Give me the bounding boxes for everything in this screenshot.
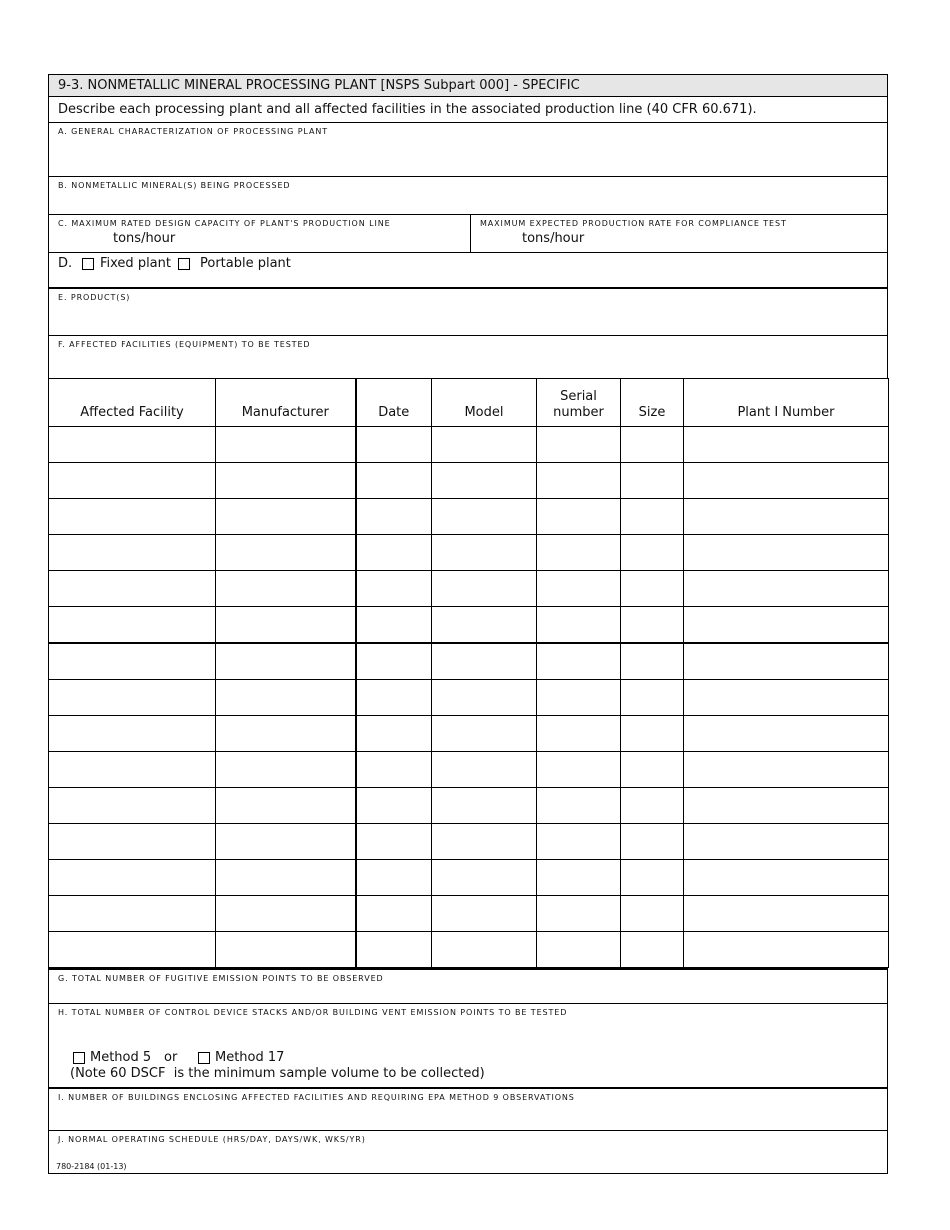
table-cell[interactable] [432,535,537,571]
section-g-field[interactable] [48,968,888,1004]
table-cell[interactable] [621,463,684,499]
table-row [49,463,889,499]
table-cell[interactable] [621,932,684,968]
section-a-field[interactable] [48,123,888,177]
table-cell[interactable] [216,643,356,680]
table-cell[interactable] [684,860,889,896]
table-cell[interactable] [621,499,684,535]
capacity-unit: tons/hour [113,231,176,246]
table-cell[interactable] [684,716,889,752]
table-cell[interactable] [537,463,621,499]
section-j-field[interactable] [48,1131,888,1174]
table-cell[interactable] [537,788,621,824]
table-row [49,752,889,788]
table-cell[interactable] [356,607,432,644]
table-cell[interactable] [216,680,356,716]
section-a-label: A. GENERAL CHARACTERIZATION OF PROCESSING PLANT [58,127,329,136]
table-cell[interactable] [216,499,356,535]
table-cell[interactable] [621,607,684,644]
portable-plant-label: Portable plant [200,256,291,271]
table-cell[interactable] [621,860,684,896]
production-rate-field[interactable] [471,215,887,252]
table-cell[interactable] [537,932,621,968]
table-cell[interactable] [356,860,432,896]
table-cell[interactable] [684,499,889,535]
method5-label: Method 5 [90,1050,152,1065]
table-cell[interactable] [684,427,889,463]
table-cell[interactable] [432,680,537,716]
table-cell[interactable] [621,824,684,860]
col-size: Size [621,379,684,427]
or-label: or [164,1050,178,1065]
table-cell[interactable] [216,427,356,463]
table-cell[interactable] [49,463,216,499]
table-cell[interactable] [432,896,537,932]
rate-unit: tons/hour [522,231,585,246]
table-row [49,932,889,968]
table-row [49,427,889,463]
table-cell[interactable] [621,427,684,463]
table-cell[interactable] [537,643,621,680]
fixed-plant-checkbox[interactable] [82,258,94,270]
col-plant-id: Plant I Number [684,379,889,427]
table-cell[interactable] [216,896,356,932]
table-cell[interactable] [216,571,356,607]
table-cell[interactable] [621,716,684,752]
table-cell[interactable] [216,824,356,860]
table-cell[interactable] [432,716,537,752]
section-j-label: J. NORMAL OPERATING SCHEDULE (HRS/DAY, DAYS/WK, WKS/YR) [58,1135,366,1144]
table-cell[interactable] [432,752,537,788]
table-cell[interactable] [356,896,432,932]
table-row [49,896,889,932]
table-cell[interactable] [432,427,537,463]
table-cell[interactable] [621,680,684,716]
table-row [49,824,889,860]
table-row [49,643,889,680]
table-cell[interactable] [621,535,684,571]
table-row [49,860,889,896]
table-cell[interactable] [537,896,621,932]
table-cell[interactable] [432,643,537,680]
table-cell[interactable] [356,788,432,824]
table-cell[interactable] [49,571,216,607]
facilities-table [48,378,889,968]
table-cell[interactable] [537,499,621,535]
table-cell[interactable] [684,788,889,824]
section-g-label: G. TOTAL NUMBER OF FUGITIVE EMISSION POINTS TO BE OBSERVED [58,974,384,983]
method17-checkbox[interactable] [198,1052,210,1064]
section-f [48,336,888,378]
table-cell[interactable] [356,463,432,499]
table-cell[interactable] [49,788,216,824]
table-cell[interactable] [432,932,537,968]
section-i-field[interactable] [48,1089,888,1131]
table-cell[interactable] [684,463,889,499]
col-model: Model [432,379,537,427]
table-cell[interactable] [216,860,356,896]
table-cell[interactable] [432,607,537,644]
col-serial-number: Serial number [537,379,621,427]
table-row [49,788,889,824]
table-cell[interactable] [49,896,216,932]
table-header-row [49,379,889,427]
portable-plant-checkbox[interactable] [178,258,190,270]
table-cell[interactable] [537,716,621,752]
table-cell[interactable] [356,932,432,968]
table-cell[interactable] [49,932,216,968]
table-cell[interactable] [537,680,621,716]
table-cell[interactable] [684,932,889,968]
table-row [49,716,889,752]
col-manufacturer: Manufacturer [216,379,356,427]
table-row [49,680,889,716]
section-e-label: E. PRODUCT(S) [58,293,131,302]
section-h-label: H. TOTAL NUMBER OF CONTROL DEVICE STACKS AND/OR BUILDING VENT EMISSION POINTS TO BE TESTED [58,1008,568,1017]
section-c [48,215,888,253]
table-cell[interactable] [537,860,621,896]
form [48,74,888,1174]
table-cell[interactable] [49,680,216,716]
table-cell[interactable] [432,788,537,824]
table-cell[interactable] [356,824,432,860]
fixed-plant-label: Fixed plant [100,256,171,271]
table-row [49,607,889,644]
section-c-left-label: C. MAXIMUM RATED DESIGN CAPACITY OF PLANT'S PRODUCTION LINE [58,219,391,228]
table-cell[interactable] [49,752,216,788]
table-cell[interactable] [621,896,684,932]
table-cell[interactable] [49,427,216,463]
table-cell[interactable] [356,427,432,463]
table-cell[interactable] [356,680,432,716]
table-cell[interactable] [216,788,356,824]
table-cell[interactable] [49,499,216,535]
table-cell[interactable] [49,716,216,752]
table-cell[interactable] [356,643,432,680]
table-cell[interactable] [537,752,621,788]
section-e-field[interactable] [48,289,888,336]
table-cell[interactable] [356,571,432,607]
max-capacity-field[interactable] [49,215,471,252]
table-cell[interactable] [356,752,432,788]
table-cell[interactable] [621,752,684,788]
table-cell[interactable] [684,643,889,680]
table-row [49,571,889,607]
table-cell[interactable] [49,607,216,644]
table-cell[interactable] [537,824,621,860]
table-cell[interactable] [356,499,432,535]
table-cell[interactable] [684,896,889,932]
table-cell[interactable] [356,535,432,571]
method5-checkbox[interactable] [73,1052,85,1064]
table-cell[interactable] [684,824,889,860]
table-row [49,535,889,571]
table-cell[interactable] [684,535,889,571]
table-cell[interactable] [537,535,621,571]
table-cell[interactable] [216,607,356,644]
section-h [48,1004,888,1089]
table-cell[interactable] [621,788,684,824]
table-cell[interactable] [537,607,621,644]
section-b-label: B. NONMETALLIC MINERAL(S) BEING PROCESSED [58,181,291,190]
table-cell[interactable] [537,571,621,607]
section-i-label: I. NUMBER OF BUILDINGS ENCLOSING AFFECTED FACILITIES AND REQUIRING EPA METHOD 9 OBSERVATIONS [58,1093,575,1102]
section-f-label: F. AFFECTED FACILITIES (EQUIPMENT) TO BE TESTED [58,340,311,349]
section-b-field[interactable] [48,177,888,215]
table-cell[interactable] [432,463,537,499]
section-d [48,253,888,289]
table-cell[interactable] [621,643,684,680]
table-cell[interactable] [49,824,216,860]
sample-note: (Note 60 DSCF is the minimum sample volume to be collected) [70,1066,485,1081]
table-cell[interactable] [684,571,889,607]
form-code: 780-2184 (01-13) [56,1162,127,1171]
section-c-right-label: MAXIMUM EXPECTED PRODUCTION RATE FOR COMPLIANCE TEST [480,219,787,228]
table-cell[interactable] [49,535,216,571]
table-cell[interactable] [432,499,537,535]
table-row [49,499,889,535]
col-affected-facility: Affected Facility [49,379,216,427]
table-cell[interactable] [684,607,889,644]
table-cell[interactable] [356,716,432,752]
table-cell[interactable] [432,571,537,607]
col-date: Date [356,379,432,427]
table-cell[interactable] [216,932,356,968]
method17-label: Method 17 [215,1050,285,1065]
section-d-prefix: D. [58,256,73,271]
table-cell[interactable] [537,427,621,463]
table-cell[interactable] [621,571,684,607]
form-intro: Describe each processing plant and all affected facilities in the associated production line (40 CFR 60.671). [48,97,888,123]
form-title: 9-3. NONMETALLIC MINERAL PROCESSING PLANT [NSPS Subpart 000] - SPECIFIC [48,74,888,97]
table-cell[interactable] [216,716,356,752]
table-cell[interactable] [432,824,537,860]
table-cell[interactable] [49,860,216,896]
table-cell[interactable] [49,643,216,680]
table-cell[interactable] [432,860,537,896]
facilities-body [49,427,889,968]
table-cell[interactable] [216,535,356,571]
table-cell[interactable] [684,680,889,716]
table-cell[interactable] [216,752,356,788]
table-cell[interactable] [216,463,356,499]
table-cell[interactable] [684,752,889,788]
